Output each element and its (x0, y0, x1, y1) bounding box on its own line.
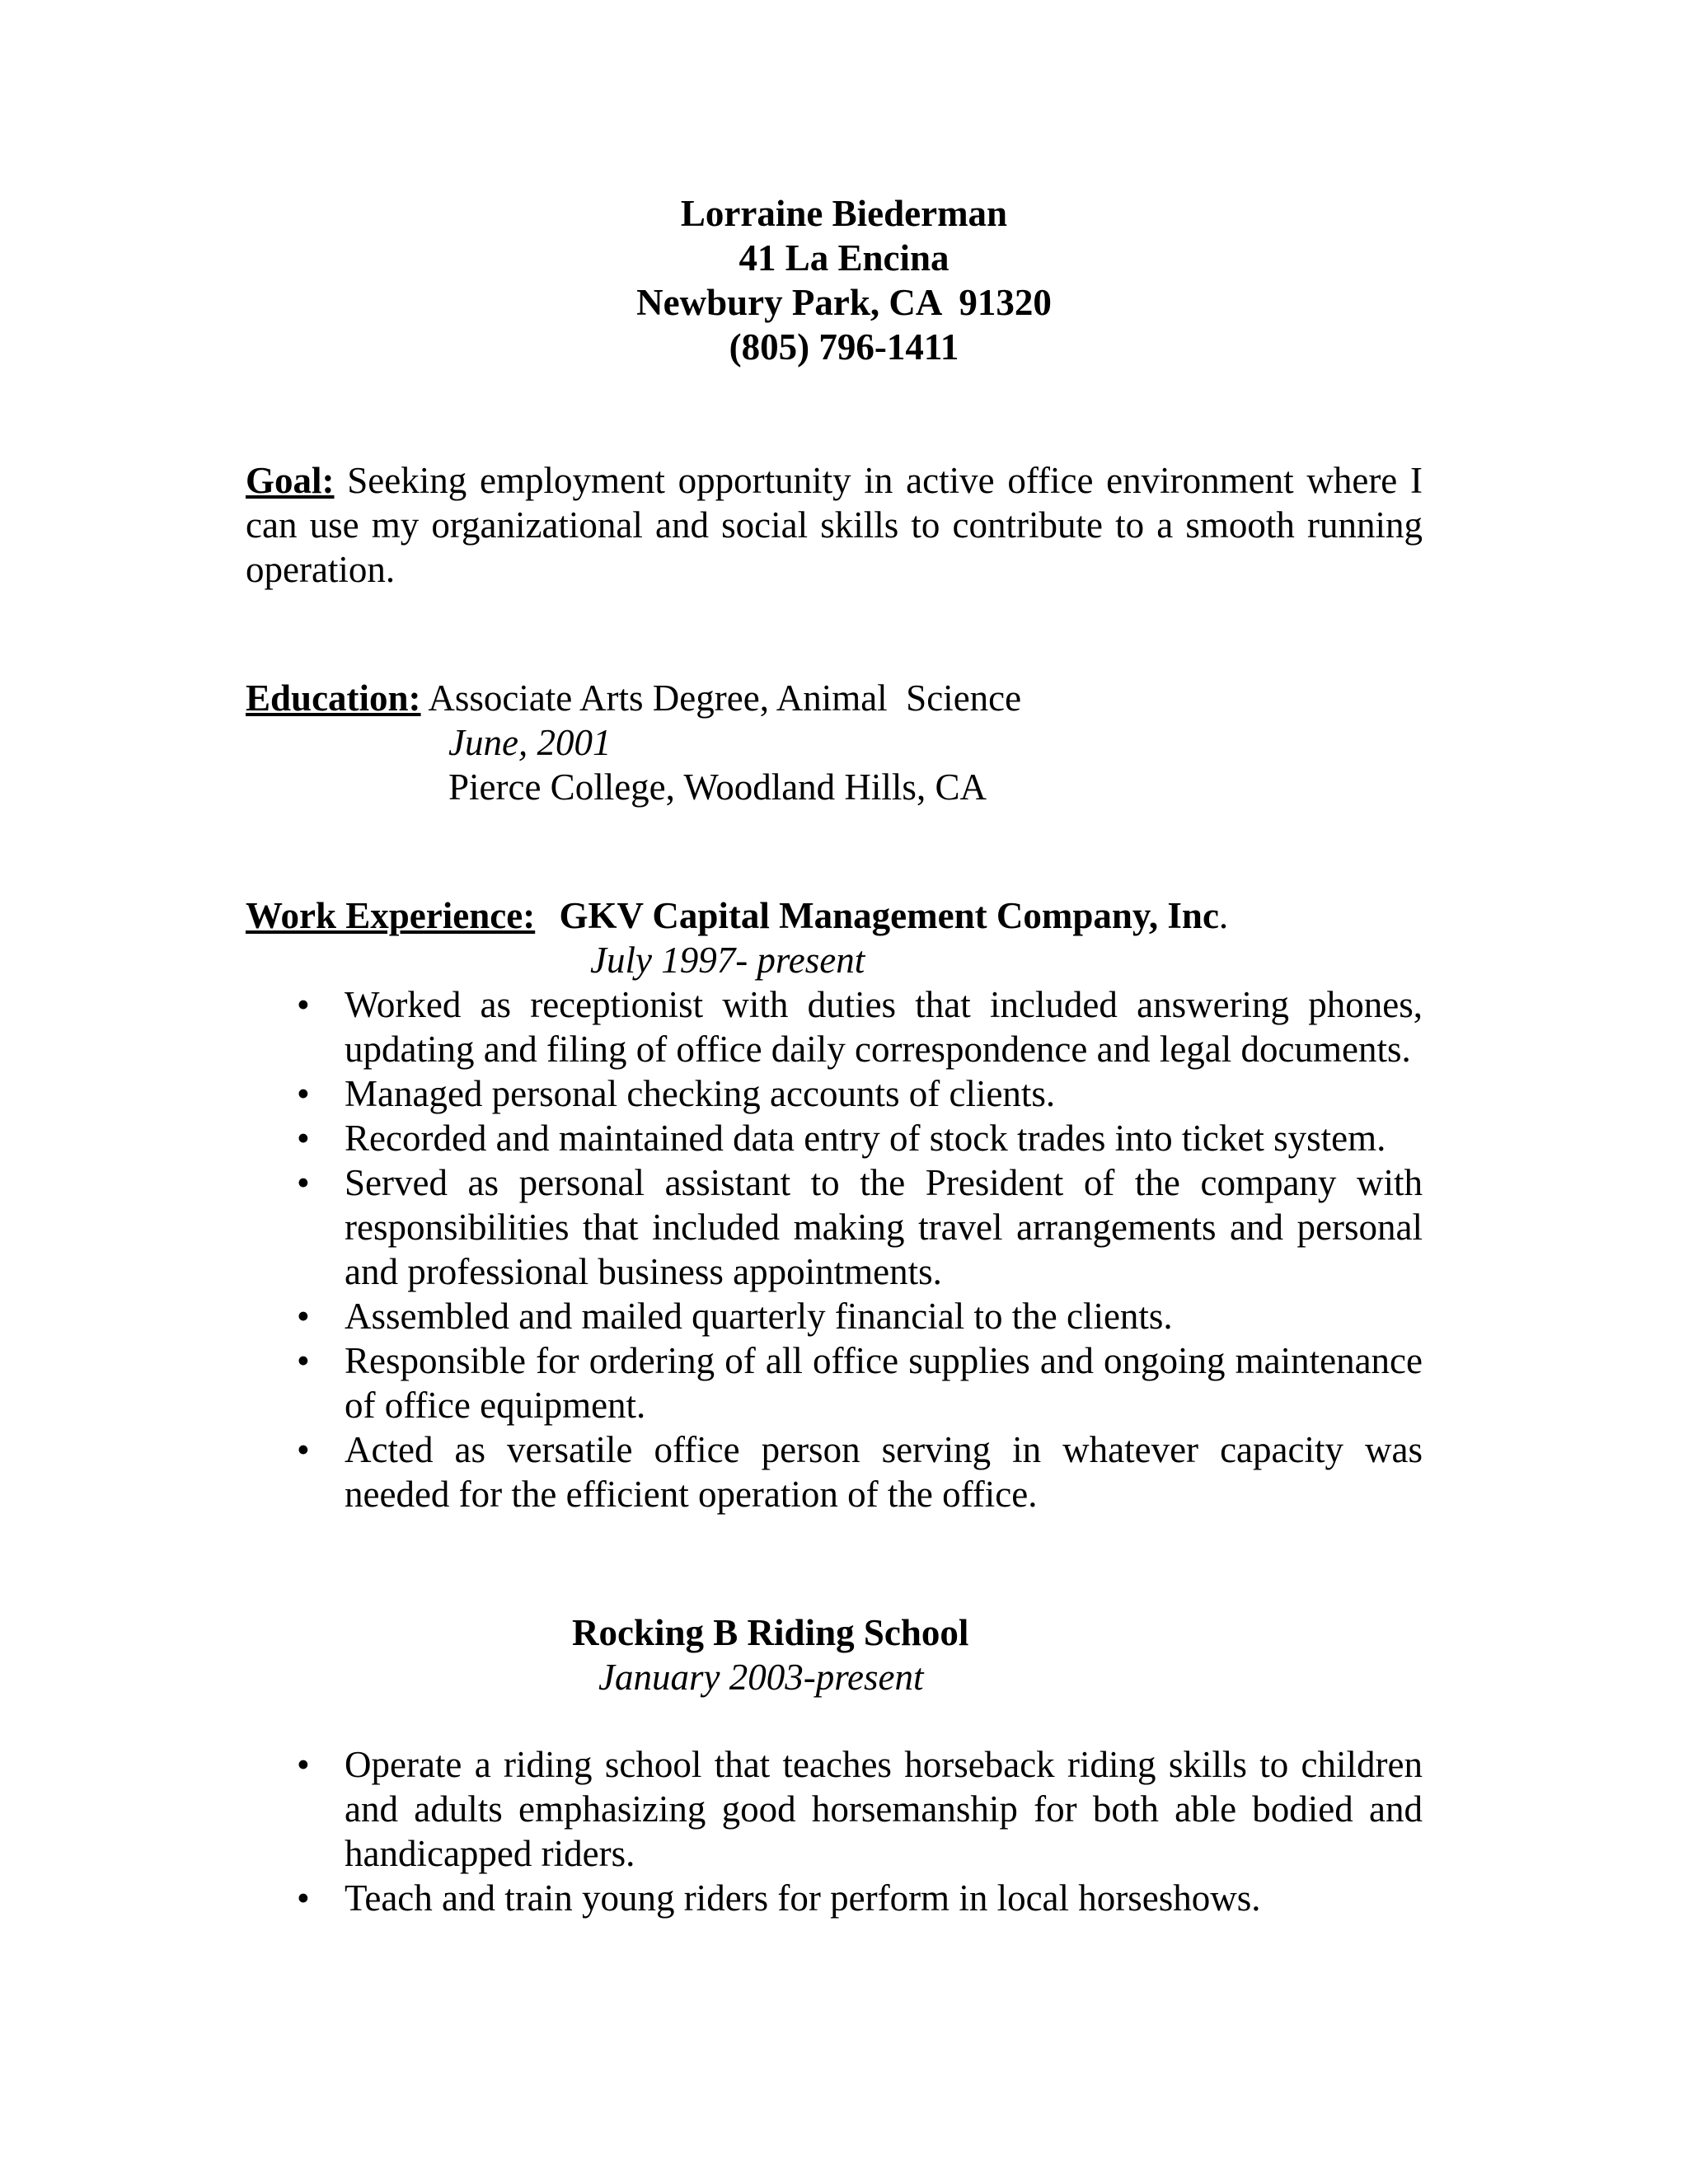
duty-text: Operate a riding school that teaches horseback riding skills to children and adults emphasizing good horsemanship for both able bodied and handicapped riders. (345, 1744, 1423, 1874)
duty-text: Responsible for ordering of all office supplies and ongoing maintenance of office equipment. (345, 1340, 1423, 1426)
job-dates-2: January 2003-present (598, 1657, 924, 1698)
education-date: June, 2001 (448, 722, 612, 763)
street-address: 41 La Encina (738, 237, 950, 279)
bullet-icon: • (297, 1162, 310, 1203)
bullet-icon: • (297, 984, 310, 1025)
education-section (246, 676, 1423, 809)
goal-section (246, 458, 1423, 592)
education-label: Education: (246, 677, 421, 719)
goal-text: Seeking employment opportunity in active office environment where I can use my organizational and social skills to contribute to a smooth running operation. (246, 460, 1423, 590)
duty-text: Worked as receptionist with duties that included answering phones, updating and filing of office daily correspondence and legal documents. (345, 984, 1423, 1070)
list-item (246, 1338, 1423, 1427)
duty-text: Acted as versatile office person serving in whatever capacity was needed for the efficient operation of the office. (345, 1429, 1423, 1515)
company-name: GKV Capital Management Company, Inc (559, 895, 1219, 936)
bullet-icon: • (297, 1296, 310, 1337)
education-degree: Associate Arts Degree, Animal Science (428, 677, 1022, 719)
bullet-icon: • (297, 1429, 310, 1470)
list-item (246, 982, 1423, 1071)
list-item (246, 1116, 1423, 1160)
phone-number: (805) 796-1411 (729, 326, 959, 368)
job-duties-list (246, 982, 1423, 1516)
bullet-icon: • (297, 1073, 310, 1114)
bullet-icon: • (297, 1877, 310, 1919)
city-state-zip: Newbury Park, CA 91320 (636, 282, 1052, 323)
company-name-2: Rocking B Riding School (572, 1612, 969, 1653)
duty-text: Assembled and mailed quarterly financial to the clients. (345, 1296, 1173, 1337)
list-item (246, 1294, 1423, 1338)
list-item (246, 1876, 1423, 1920)
duty-text: Managed personal checking accounts of clients. (345, 1073, 1056, 1114)
list-item (246, 1742, 1423, 1876)
list-item (246, 1160, 1423, 1294)
contact-header (0, 191, 1688, 369)
bullet-icon: • (297, 1744, 310, 1785)
goal-label: Goal: (246, 460, 335, 501)
list-item (246, 1427, 1423, 1516)
bullet-icon: • (297, 1118, 310, 1159)
work-experience-label: Work Experience: (246, 895, 536, 936)
applicant-name: Lorraine Biederman (680, 193, 1008, 234)
duty-text: Served as personal assistant to the President of the company with responsibilities that included making travel arrangements and personal and professional business appointments. (345, 1162, 1423, 1292)
work-experience-section (246, 893, 1423, 1965)
list-item (246, 1071, 1423, 1116)
duty-text: Teach and train young riders for perform in local horseshows. (345, 1877, 1261, 1919)
job-duties-list-2 (246, 1742, 1423, 1920)
bullet-icon: • (297, 1340, 310, 1381)
duty-text: Recorded and maintained data entry of stock trades into ticket system. (345, 1118, 1386, 1159)
company-name-suffix: . (1218, 895, 1229, 936)
education-school: Pierce College, Woodland Hills, CA (448, 766, 987, 808)
job-dates: July 1997- present (590, 940, 865, 981)
